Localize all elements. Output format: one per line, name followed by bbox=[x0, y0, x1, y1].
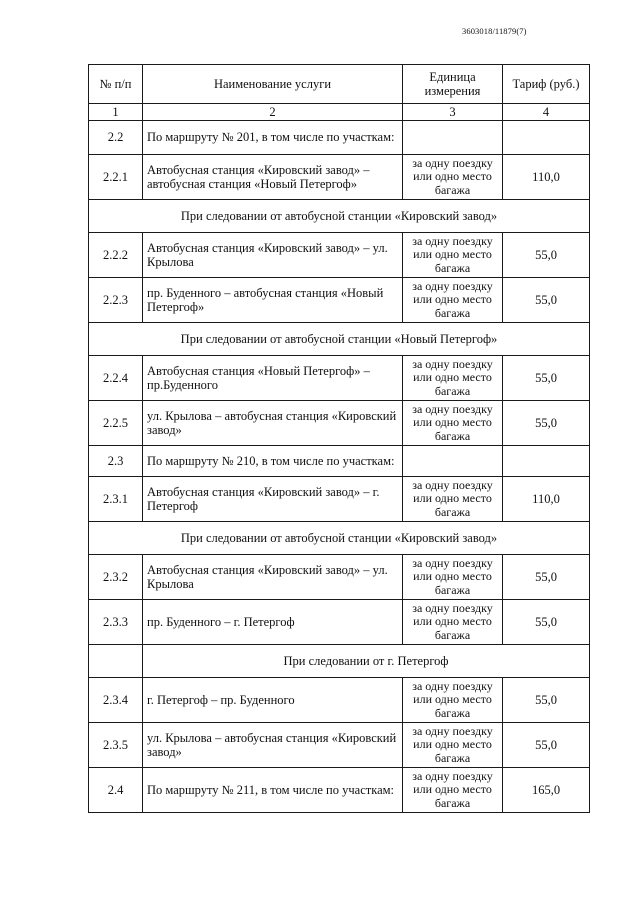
row-number: 2.2.1 bbox=[89, 155, 143, 200]
table-row bbox=[89, 600, 590, 645]
column-number: 3 bbox=[403, 104, 503, 121]
section-heading: При следовании от автобусной станции «Новый Петергоф» bbox=[89, 323, 590, 356]
tariff-table-body bbox=[89, 65, 590, 813]
table-row bbox=[89, 555, 590, 600]
row-number: 2.2.4 bbox=[89, 356, 143, 401]
table-row bbox=[89, 678, 590, 723]
tariff-table bbox=[88, 64, 590, 813]
document-number: 3603018/11879(7) bbox=[462, 26, 527, 36]
empty-cell bbox=[89, 645, 143, 678]
unit-of-measure: за одну поездку или одно место багажа bbox=[403, 155, 503, 200]
section-row bbox=[89, 200, 590, 233]
unit-of-measure bbox=[403, 121, 503, 155]
tariff-value bbox=[503, 446, 590, 477]
unit-of-measure: за одну поездку или одно место багажа bbox=[403, 401, 503, 446]
tariff-value: 165,0 bbox=[503, 768, 590, 813]
unit-of-measure: за одну поездку или одно место багажа bbox=[403, 723, 503, 768]
service-name: г. Петергоф – пр. Буденного bbox=[143, 678, 403, 723]
section-row bbox=[89, 645, 590, 678]
tariff-value: 110,0 bbox=[503, 155, 590, 200]
table-row bbox=[89, 401, 590, 446]
table-row bbox=[89, 155, 590, 200]
service-name: Автобусная станция «Кировский завод» – ул. Крылова bbox=[143, 555, 403, 600]
tariff-value bbox=[503, 121, 590, 155]
section-heading: При следовании от автобусной станции «Кировский завод» bbox=[89, 522, 590, 555]
row-number: 2.3.1 bbox=[89, 477, 143, 522]
table-row bbox=[89, 768, 590, 813]
column-number: 1 bbox=[89, 104, 143, 121]
header-name: Наименование услуги bbox=[143, 65, 403, 104]
row-number: 2.3.5 bbox=[89, 723, 143, 768]
row-number: 2.3 bbox=[89, 446, 143, 477]
tariff-value: 55,0 bbox=[503, 233, 590, 278]
service-name: Автобусная станция «Кировский завод» – ул. Крылова bbox=[143, 233, 403, 278]
row-number: 2.2.5 bbox=[89, 401, 143, 446]
row-number: 2.2.3 bbox=[89, 278, 143, 323]
section-heading: При следовании от г. Петергоф bbox=[143, 645, 590, 678]
unit-of-measure: за одну поездку или одно место багажа bbox=[403, 555, 503, 600]
tariff-value: 55,0 bbox=[503, 356, 590, 401]
unit-of-measure: за одну поездку или одно место багажа bbox=[403, 477, 503, 522]
tariff-value: 55,0 bbox=[503, 555, 590, 600]
table-row bbox=[89, 356, 590, 401]
row-number: 2.2 bbox=[89, 121, 143, 155]
unit-of-measure: за одну поездку или одно место багажа bbox=[403, 278, 503, 323]
section-row bbox=[89, 323, 590, 356]
row-number: 2.4 bbox=[89, 768, 143, 813]
unit-of-measure: за одну поездку или одно место багажа bbox=[403, 768, 503, 813]
section-row bbox=[89, 522, 590, 555]
unit-of-measure bbox=[403, 446, 503, 477]
column-number: 2 bbox=[143, 104, 403, 121]
row-number: 2.3.4 bbox=[89, 678, 143, 723]
tariff-value: 55,0 bbox=[503, 678, 590, 723]
table-row bbox=[89, 723, 590, 768]
unit-of-measure: за одну поездку или одно место багажа bbox=[403, 233, 503, 278]
service-name: Автобусная станция «Кировский завод» – автобусная станция «Новый Петергоф» bbox=[143, 155, 403, 200]
column-number: 4 bbox=[503, 104, 590, 121]
column-number-row bbox=[89, 104, 590, 121]
row-number: 2.2.2 bbox=[89, 233, 143, 278]
table-row bbox=[89, 446, 590, 477]
tariff-value: 55,0 bbox=[503, 723, 590, 768]
service-name: пр. Буденного – г. Петергоф bbox=[143, 600, 403, 645]
unit-of-measure: за одну поездку или одно место багажа bbox=[403, 356, 503, 401]
row-number: 2.3.3 bbox=[89, 600, 143, 645]
table-row bbox=[89, 121, 590, 155]
service-name: Автобусная станция «Новый Петергоф» – пр.Буденного bbox=[143, 356, 403, 401]
table-row bbox=[89, 233, 590, 278]
tariff-value: 55,0 bbox=[503, 278, 590, 323]
service-name: ул. Крылова – автобусная станция «Кировский завод» bbox=[143, 401, 403, 446]
table-header-row bbox=[89, 65, 590, 104]
header-tariff: Тариф (руб.) bbox=[503, 65, 590, 104]
tariff-value: 55,0 bbox=[503, 401, 590, 446]
service-name: Автобусная станция «Кировский завод» – г. Петергоф bbox=[143, 477, 403, 522]
table-row bbox=[89, 477, 590, 522]
header-num: № п/п bbox=[89, 65, 143, 104]
row-number: 2.3.2 bbox=[89, 555, 143, 600]
service-name: пр. Буденного – автобусная станция «Новый Петергоф» bbox=[143, 278, 403, 323]
service-name: ул. Крылова – автобусная станция «Кировский завод» bbox=[143, 723, 403, 768]
header-unit: Единица измерения bbox=[403, 65, 503, 104]
service-name: По маршруту № 210, в том числе по участкам: bbox=[143, 446, 403, 477]
service-name: По маршруту № 211, в том числе по участкам: bbox=[143, 768, 403, 813]
table-row bbox=[89, 278, 590, 323]
service-name: По маршруту № 201, в том числе по участкам: bbox=[143, 121, 403, 155]
tariff-value: 110,0 bbox=[503, 477, 590, 522]
unit-of-measure: за одну поездку или одно место багажа bbox=[403, 600, 503, 645]
tariff-value: 55,0 bbox=[503, 600, 590, 645]
section-heading: При следовании от автобусной станции «Кировский завод» bbox=[89, 200, 590, 233]
unit-of-measure: за одну поездку или одно место багажа bbox=[403, 678, 503, 723]
